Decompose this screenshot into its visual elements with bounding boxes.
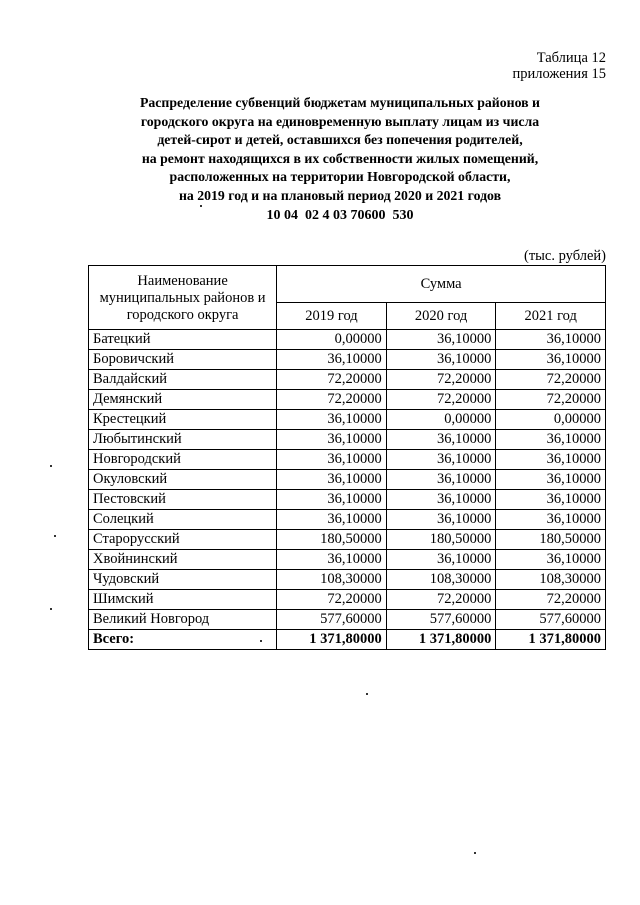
year-header-2019: 2019 год [277, 303, 387, 330]
name-column-header: Наименование муниципальных районов и городского округа [89, 266, 277, 330]
district-name-cell: Боровичский [89, 350, 277, 370]
value-2021-cell: 0,00000 [496, 410, 606, 430]
table-row [89, 330, 606, 350]
document-title [110, 94, 570, 205]
table-number: Таблица 12 [536, 50, 606, 66]
value-2019-cell: 72,20000 [277, 370, 387, 390]
value-2019-cell: 36,10000 [277, 550, 387, 570]
district-name-cell: Великий Новгород [89, 610, 277, 630]
district-name-cell: Всего: [89, 630, 277, 650]
sum-column-header: Сумма [277, 266, 606, 303]
table-row [89, 370, 606, 390]
table-row [89, 510, 606, 530]
value-2020-cell: 36,10000 [386, 550, 496, 570]
value-2019-cell: 36,10000 [277, 350, 387, 370]
value-2020-cell: 577,60000 [386, 610, 496, 630]
scan-speck [260, 640, 262, 642]
year-header-2021: 2021 год [496, 303, 606, 330]
value-2020-cell: 1 371,80000 [386, 630, 496, 650]
units-label: (тыс. рублей) [524, 248, 606, 264]
district-name-cell: Хвойнинский [89, 550, 277, 570]
value-2019-cell: 36,10000 [277, 510, 387, 530]
value-2021-cell: 36,10000 [496, 350, 606, 370]
table-row [89, 390, 606, 410]
value-2020-cell: 72,20000 [386, 390, 496, 410]
value-2019-cell: 1 371,80000 [277, 630, 387, 650]
table-row [89, 350, 606, 370]
year-header-2020: 2020 год [386, 303, 496, 330]
district-name-cell: Шимский [89, 590, 277, 610]
value-2021-cell: 36,10000 [496, 550, 606, 570]
district-name-cell: Валдайский [89, 370, 277, 390]
value-2020-cell: 36,10000 [386, 330, 496, 350]
district-name-cell: Батецкий [89, 330, 277, 350]
value-2021-cell: 180,50000 [496, 530, 606, 550]
scan-speck [366, 693, 368, 695]
value-2021-cell: 72,20000 [496, 390, 606, 410]
table-row [89, 610, 606, 630]
title-line: городского округа на единовременную выплату лицам из числа [140, 113, 540, 129]
value-2019-cell: 577,60000 [277, 610, 387, 630]
value-2020-cell: 72,20000 [386, 370, 496, 390]
table-reference [513, 50, 606, 82]
table-total-row [89, 630, 606, 650]
scan-speck [200, 205, 202, 207]
district-name-cell: Старорусский [89, 530, 277, 550]
value-2020-cell: 36,10000 [386, 470, 496, 490]
district-name-cell: Крестецкий [89, 410, 277, 430]
district-name-cell: Новгородский [89, 450, 277, 470]
district-name-cell: Любытинский [89, 430, 277, 450]
title-line: Распределение субвенций бюджетам муниципальных районов и [139, 95, 541, 110]
table-row [89, 570, 606, 590]
value-2021-cell: 36,10000 [496, 430, 606, 450]
value-2019-cell: 36,10000 [277, 490, 387, 510]
district-name-cell: Солецкий [89, 510, 277, 530]
table-row [89, 430, 606, 450]
value-2019-cell: 36,10000 [277, 430, 387, 450]
value-2020-cell: 72,20000 [386, 590, 496, 610]
value-2019-cell: 72,20000 [277, 390, 387, 410]
district-name-cell: Демянский [89, 390, 277, 410]
title-line: на ремонт находящихся в их собственности жилых помещений, [141, 150, 539, 166]
value-2019-cell: 72,20000 [277, 590, 387, 610]
scan-speck [474, 852, 476, 854]
table-row [89, 490, 606, 510]
appendix-number: приложения 15 [512, 66, 606, 82]
value-2020-cell: 0,00000 [386, 410, 496, 430]
title-line: на 2019 год и на плановый период 2020 и 2021 годов [178, 187, 502, 203]
value-2021-cell: 36,10000 [496, 470, 606, 490]
value-2021-cell: 36,10000 [496, 450, 606, 470]
value-2021-cell: 577,60000 [496, 610, 606, 630]
value-2019-cell: 36,10000 [277, 410, 387, 430]
title-line: детей-сирот и детей, оставшихся без попечения родителей, [157, 132, 523, 147]
value-2021-cell: 1 371,80000 [496, 630, 606, 650]
value-2019-cell: 0,00000 [277, 330, 387, 350]
table-row [89, 450, 606, 470]
value-2019-cell: 36,10000 [277, 450, 387, 470]
table-row [89, 470, 606, 490]
scan-speck [50, 465, 52, 467]
value-2020-cell: 36,10000 [386, 450, 496, 470]
value-2020-cell: 180,50000 [386, 530, 496, 550]
value-2021-cell: 36,10000 [496, 490, 606, 510]
value-2020-cell: 36,10000 [386, 510, 496, 530]
value-2021-cell: 36,10000 [496, 510, 606, 530]
table-row [89, 550, 606, 570]
budget-code: 10 04 02 4 03 70600 530 [266, 208, 414, 223]
value-2020-cell: 36,10000 [386, 350, 496, 370]
table-row [89, 530, 606, 550]
value-2021-cell: 72,20000 [496, 590, 606, 610]
value-2020-cell: 108,30000 [386, 570, 496, 590]
table-row [89, 590, 606, 610]
distribution-table [88, 265, 606, 650]
value-2019-cell: 108,30000 [277, 570, 387, 590]
title-line: расположенных на территории Новгородской области, [169, 169, 511, 184]
value-2020-cell: 36,10000 [386, 430, 496, 450]
district-name-cell: Чудовский [89, 570, 277, 590]
scan-speck [50, 608, 52, 610]
value-2021-cell: 72,20000 [496, 370, 606, 390]
value-2021-cell: 36,10000 [496, 330, 606, 350]
district-name-cell: Окуловский [89, 470, 277, 490]
value-2019-cell: 180,50000 [277, 530, 387, 550]
value-2021-cell: 108,30000 [496, 570, 606, 590]
value-2019-cell: 36,10000 [277, 470, 387, 490]
district-name-cell: Пестовский [89, 490, 277, 510]
scan-speck [54, 535, 56, 537]
table-row [89, 410, 606, 430]
value-2020-cell: 36,10000 [386, 490, 496, 510]
